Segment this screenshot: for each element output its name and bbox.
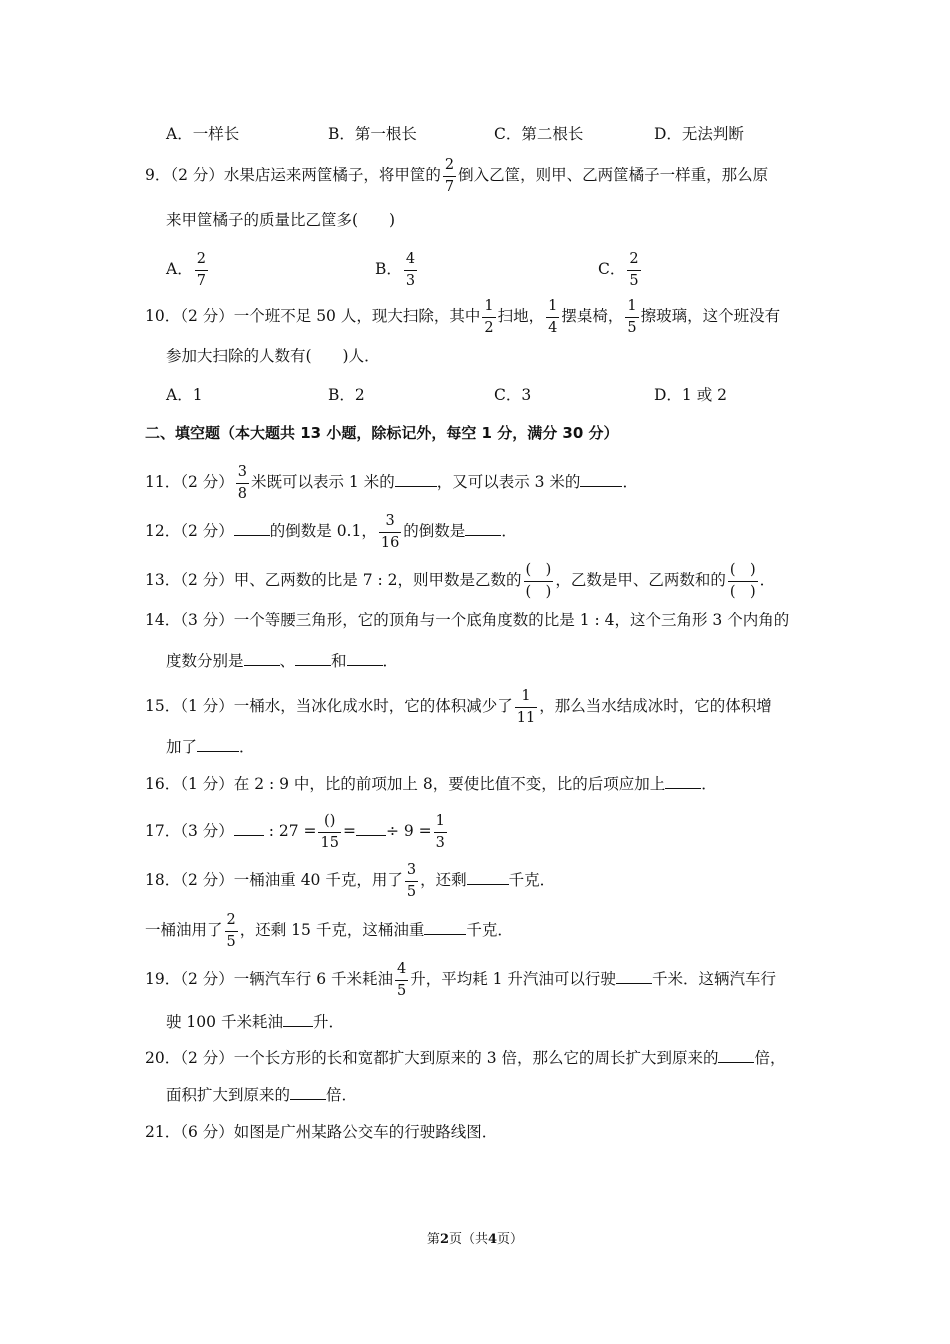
question-18: 18．（2 分）一桶油重 40 千克，用了 $\frac{3}{5}$ ，还剩 千克． [145,862,556,900]
question-15: 15．（1 分）一桶水，当冰化成水时，它的体积减少了 $\frac{1}{11}$ ，那么当水结成冰时，它的体积增 [145,688,772,726]
q10-option-c: C．3 [494,386,532,404]
answer-blank [197,735,239,752]
question-19: 19．（2 分）一辆汽车行 6 千米耗油 $\frac{4}{5}$ 升，平均耗 1 升汽油可以行驶 千米．这辆汽车行 [145,961,776,999]
question-9: 9．（2 分）水果店运来两筐橘子，将甲筐的 $\frac{2}{7}$ 倒入乙筐，则甲、乙两筐橘子一样重，那么原 [145,157,769,195]
q8-option-a: A．一样长 [166,125,240,143]
q8-option-b: B．第一根长 [328,125,417,143]
question-12: 12．（2 分） 的倒数是 0.1， $\frac{3}{16}$ 的倒数是 ． [145,513,517,551]
answer-blank [290,1083,326,1100]
q8-option-d: D．无法判断 [654,125,744,143]
question-17: 17．（3 分） : 27 = $\frac{()}{15}$ = ÷ 9 = $\frac{1}{3}$ [145,813,445,851]
answer-blank [234,819,264,836]
question-13: 13．（2 分）甲、乙两数的比是 7 : 2，则甲数是乙数的 $\frac{( )}{( )}$ ，乙数是甲、乙两数和的 $\frac{( )}{( )}$ ． [145,562,776,600]
question-15-line2: 加了 ． [166,735,255,757]
answer-blank [465,519,501,536]
answer-blank [424,918,466,935]
paren-fraction: $\frac{( )}{( )}$ [525,562,552,600]
question-20-line2: 面积扩大到原来的 倍． [166,1083,357,1105]
answer-blank [665,772,701,789]
answer-blank [244,649,280,666]
q10-option-d: D．1 或 2 [654,386,728,404]
answer-blank [467,868,509,885]
question-14-line2: 度数分别是 、 和 ． [166,649,398,671]
question-11: 11．（2 分） $\frac{3}{8}$ 米既可以表示 1 米的 ，又可以表示 3 米的 ． [145,464,638,502]
question-14: 14．（3 分）一个等腰三角形，它的顶角与一个底角度数的比是 1 : 4，这个三角形 3 个内角的 [145,611,790,629]
question-16: 16．（1 分）在 2 : 9 中，比的前项加上 8，要使比值不变，比的后项应加上 ． [145,772,717,794]
question-10: 10．（2 分）一个班不足 50 人，现大扫除，其中 $\frac{1}{2}$ 扫地， $\frac{1}{4}$ 摆桌椅， $\frac{1}{5}$ 擦玻璃，这个班没有 [145,298,781,336]
answer-blank [395,470,437,487]
q9-option-a: A． $\frac{2}{7}$ [166,251,206,289]
question-19-line2: 驶 100 千米耗油 升． [166,1010,344,1032]
page-footer: 第2页（共4页） [426,1232,524,1247]
q8-option-c: C．第二根长 [494,125,584,143]
fraction: $\frac{2}{7}$ [444,157,455,195]
q9-option-c: C． $\frac{2}{5}$ [598,251,639,289]
question-18-line2: 一桶油用了 $\frac{2}{5}$ ，还剩 15 千克，这桶油重 千克． [145,912,513,950]
question-20: 20．（2 分）一个长方形的长和宽都扩大到原来的 3 倍，那么它的周长扩大到原来的 倍， [145,1046,786,1068]
answer-blank [580,470,622,487]
answer-blank [616,967,652,984]
question-9-line2: 来甲筐橘子的质量比乙筐多( ) [166,211,396,229]
answer-blank [347,649,383,666]
answer-blank [718,1046,754,1063]
paren-fraction: $\frac{( )}{( )}$ [729,562,756,600]
answer-blank [283,1010,313,1027]
section-2-heading: 二、填空题（本大题共 13 小题，除标记外，每空 1 分，满分 30 分） [145,424,619,442]
answer-blank [295,649,331,666]
answer-blank [356,819,386,836]
answer-blank [234,519,270,536]
q9-option-b: B． $\frac{4}{3}$ [375,251,416,289]
q10-option-a: A．1 [166,386,203,404]
q10-option-b: B．2 [328,386,365,404]
question-10-line2: 参加大扫除的人数有( )人． [166,347,380,365]
question-21: 21．（6 分）如图是广州某路公交车的行驶路线图． [145,1123,498,1141]
